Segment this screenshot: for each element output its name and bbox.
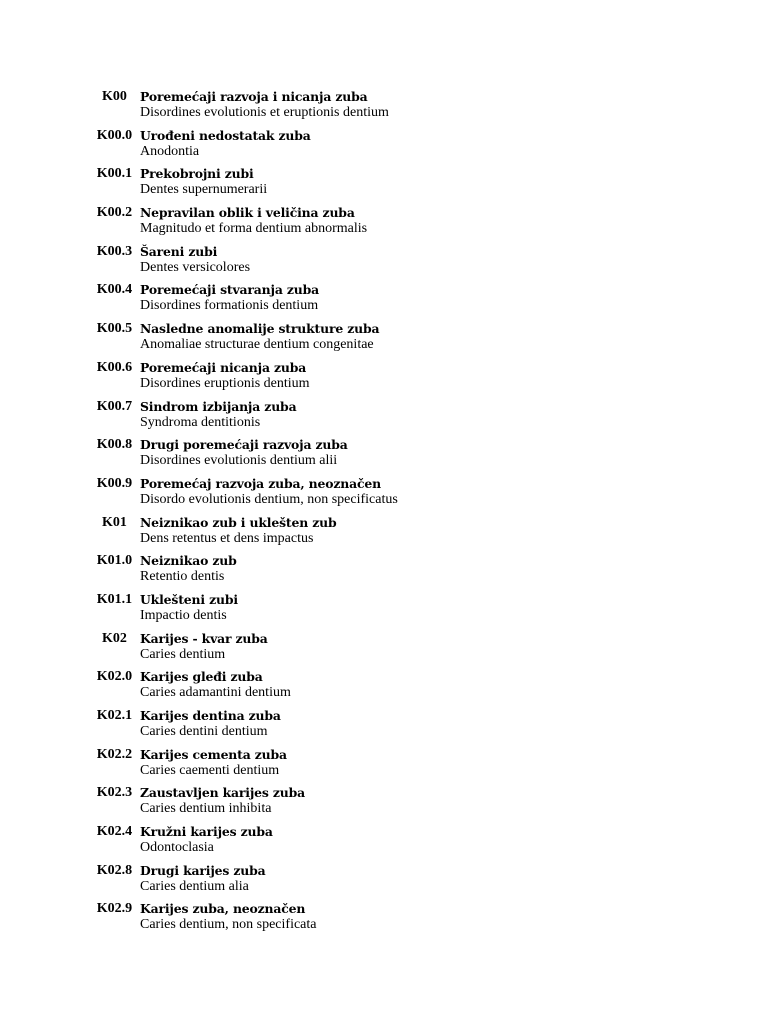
entry-code: K02.0 [96,669,133,685]
code-entry [0,321,768,360]
entry-title: Kružni karijes zuba [140,824,273,840]
entry-latin-name: Caries adamantini dentium [140,685,291,701]
entry-code: K00.8 [96,437,133,453]
entry-latin-name: Caries dentium inhibita [140,801,272,817]
entry-latin-name: Caries caementi dentium [140,762,280,778]
entry-latin-name: Disordines evolutionis et eruptionis dentium [140,105,389,120]
code-entry [0,785,768,824]
entry-latin-name: Disordines evolutionis dentium alii [140,453,338,469]
entry-latin-name: Magnitudo et forma dentium abnormalis [140,221,368,237]
entry-code: K01.0 [96,553,133,569]
code-entry [0,128,768,167]
entry-latin-name: Odontoclasia [140,840,214,856]
entry-latin-name: Disordines eruptionis dentium [140,375,310,391]
entry-latin-name: Retentio dentis [140,569,225,585]
entry-code: K02.2 [96,746,133,762]
entry-latin-name: Anomaliae structurae dentium congenitae [140,337,374,353]
entry-title: Neiznikao zub i uklešten zub [140,514,337,530]
code-entry [0,166,768,205]
entry-title: Sindrom izbijanja zuba [140,398,297,414]
entry-latin-name: Dentes versicolores [140,259,251,275]
code-entry [0,863,768,902]
entry-latin-name: Syndroma dentitionis [140,414,261,430]
entry-title: Nepravilan oblik i veličina zuba [140,205,355,221]
entry-code: K02.1 [96,708,133,723]
code-entry [0,901,768,940]
entry-code: K02.4 [96,824,133,840]
entry-title: Poremećaji razvoja i nicanja zuba [140,89,368,104]
entry-latin-name: Impactio dentis [140,607,227,623]
entry-latin-name: Dentes supernumerarii [140,182,268,198]
entry-code: K01.1 [96,591,133,607]
entry-code: K00.0 [96,127,133,143]
code-entry [0,553,768,592]
entry-code: K00.5 [96,321,133,337]
entry-latin-name: Dens retentus et dens impactus [140,530,314,546]
entry-code: K00.2 [96,205,133,221]
code-entry [0,89,768,128]
entry-latin-name: Disordines formationis dentium [140,298,319,314]
entry-code: K00.4 [96,282,133,298]
code-entry [0,592,768,631]
entry-latin-name: Caries dentini dentium [140,724,268,739]
entry-title: Drugi karijes zuba [140,862,266,878]
entry-latin-name: Anodontia [140,143,200,159]
entry-title: Drugi poremećaji razvoja zuba [140,437,348,453]
code-entry [0,282,768,321]
entry-title: Nasledne anomalije strukture zuba [140,321,380,337]
entry-code: K01 [102,514,127,530]
entry-code: K00.9 [96,475,133,491]
entry-title: Karijes gleđi zuba [140,669,263,685]
entry-title: Karijes cementa zuba [140,746,287,762]
code-entry [0,244,768,283]
entry-latin-name: Disordo evolutionis dentium, non specificatus [140,491,398,507]
entry-latin-name: Caries dentium [140,646,226,662]
entry-code: K02.9 [96,901,133,917]
entry-code: K00.1 [96,166,133,182]
entry-title: Karijes - kvar zuba [140,630,268,646]
code-entry [0,824,768,863]
entry-code: K00.3 [96,243,133,259]
entry-latin-name: Caries dentium alia [140,878,249,894]
entry-title: Šareni zubi [140,243,218,259]
entry-title: Prekobrojni zubi [140,166,254,182]
code-entry [0,631,768,670]
entry-title: Karijes dentina zuba [140,708,281,723]
entry-code: K02 [102,630,127,646]
code-entry [0,747,768,786]
entry-latin-name: Caries dentium, non specificata [140,917,317,933]
entry-title: Zaustavljen karijes zuba [140,785,306,801]
entry-code: K02.8 [96,862,133,878]
entry-code: K02.3 [96,785,133,801]
code-entry [0,360,768,399]
entry-title: Uklešteni zubi [140,591,238,607]
entry-title: Poremećaji nicanja zuba [140,359,307,375]
code-entry [0,669,768,708]
entry-title: Urođeni nedostatak zuba [140,127,311,143]
entry-title: Poremećaj razvoja zuba, neoznačen [140,475,381,491]
code-entry [0,476,768,515]
document-page [0,89,768,940]
entry-code: K00.6 [96,359,133,375]
entry-title: Karijes zuba, neoznačen [140,901,306,917]
code-entry [0,515,768,554]
entry-code: K00.7 [96,398,133,414]
entry-title: Poremećaji stvaranja zuba [140,282,320,298]
entry-title: Neiznikao zub [140,553,237,569]
code-entry [0,437,768,476]
code-entry [0,708,768,747]
code-entry [0,205,768,244]
code-entry [0,399,768,438]
entry-code: K00 [102,89,127,104]
